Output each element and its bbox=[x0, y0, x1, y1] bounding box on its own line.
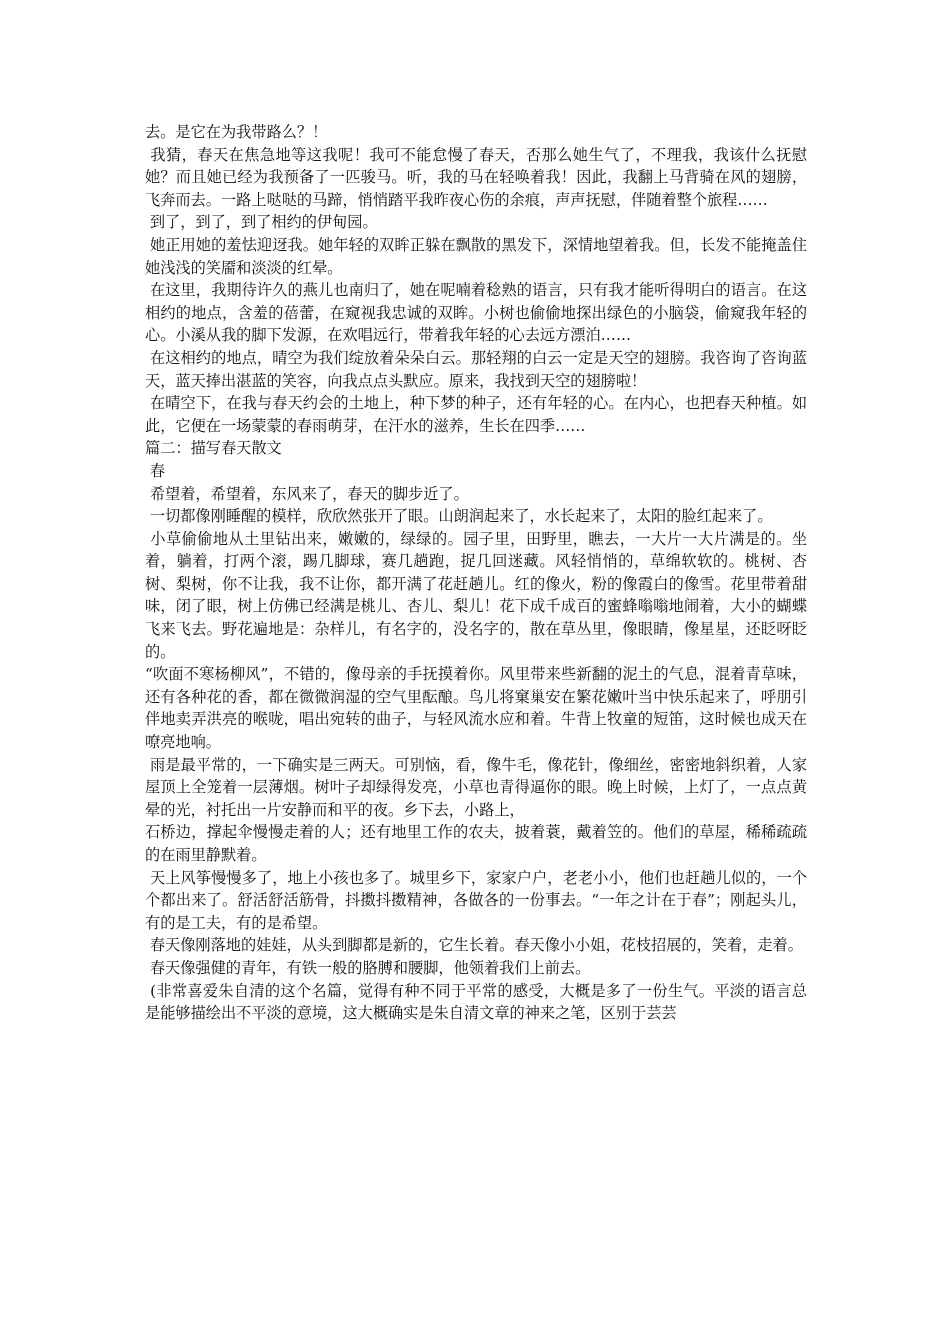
paragraph: 在这相约的地点，晴空为我们绽放着朵朵白云。那轻翔的白云一定是天空的翅膀。我咨询了咨询蓝天，蓝天捧出湛蓝的笑容，向我点点头默应。原来，我找到天空的翅膀啦！ bbox=[145, 348, 808, 390]
paragraph: 春天像刚落地的娃娃，从头到脚都是新的，它生长着。春天像小小姐，花枝招展的，笑着，走着。 bbox=[145, 936, 803, 955]
essay-title: 春 bbox=[145, 461, 166, 480]
paragraph: 到了，到了，到了相约的伊甸园。 bbox=[145, 213, 378, 232]
section-heading: 篇二：描写春天散文 bbox=[145, 439, 282, 458]
paragraph: 希望着，希望着，东风来了，春天的脚步近了。 bbox=[145, 484, 469, 503]
paragraph: 小草偷偷地从土里钻出来，嫩嫩的，绿绿的。园子里，田野里，瞧去，一大片一大片满是的。坐着，躺着，打两个滚，踢几脚球，赛几趟跑，捉几回迷藏。风轻悄悄的，草绵软软的。桃树、杏树、梨树，你不让我，我不让你，都开满了花赶趟儿。红的像火，粉的像霞白的像雪。花里带着甜味，闭了眼，树上仿佛已经满是桃儿、杏儿、梨儿！花下成千成百的蜜蜂嗡嗡地闹着，大小的蝴蝶飞来飞去。野花遍地是：杂样儿，有名字的，没名字的，散在草丛里，像眼睛，像星星，还眨呀眨的。 bbox=[145, 529, 808, 661]
paragraph: 石桥边，撑起伞慢慢走着的人；还有地里工作的农夫，披着蓑，戴着笠的。他们的草屋，稀稀疏疏的在雨里静默着。 bbox=[145, 823, 807, 864]
paragraph: 去。是它在为我带路么？！ bbox=[145, 123, 328, 141]
paragraph: (非常喜爱朱自清的这个名篇，觉得有种不同于平常的感受，大概是多了一份生气。平淡的语言总是能够描绘出不平淡的意境，这大概确实是朱自清文章的神来之笔，区别于芸芸 bbox=[145, 981, 807, 1023]
paragraph: 春天像强健的青年，有铁一般的胳膊和腰脚，他领着我们上前去。 bbox=[145, 958, 591, 977]
paragraph: 她正用她的羞怯迎迓我。她年轻的双眸正躲在飘散的黑发下，深情地望着我。但，长发不能掩盖住她浅浅的笑靥和淡淡的红晕。 bbox=[145, 235, 808, 277]
paragraph: 雨是最平常的，一下确实是三两天。可别恼，看，像牛毛，像花针，像细丝，密密地斜织着，人家屋顶上全笼着一层薄烟。树叶子却绿得发亮，小草也青得逼你的眼。晚上时候，上灯了，一点点黄晕的光，衬托出一片安静而和平的夜。乡下去，小路上， bbox=[145, 755, 808, 819]
paragraph: “吹面不寒杨柳风”，不错的，像母亲的手抚摸着你。风里带来些新翻的泥土的气息，混着青草味，还有各种花的香，都在微微润湿的空气里酝酿。鸟儿将窠巢安在繁花嫩叶当中快乐起来了，呼朋引伴地卖弄洪亮的喉咙，唱出宛转的曲子，与轻风流水应和着。牛背上牧童的短笛，这时候也成天在嘹亮地响。 bbox=[145, 665, 807, 752]
document-page bbox=[145, 121, 807, 1025]
paragraph: 天上风筝慢慢多了，地上小孩也多了。城里乡下，家家户户，老老小小，他们也赶趟儿似的，一个个都出来了。舒活舒活筋骨，抖擞抖擞精神，各做各的一份事去。“一年之计在于春”；刚起头儿，有的是工夫，有的是希望。 bbox=[145, 868, 808, 932]
paragraph: 一切都像刚睡醒的模样，欣欣然张开了眼。山朗润起来了，水长起来了，太阳的脸红起来了。 bbox=[145, 507, 773, 526]
paragraph: 在晴空下，在我与春天约会的土地上，种下梦的种子，还有年轻的心。在内心，也把春天种植。如此，它便在一场蒙蒙的春雨萌芽，在汗水的滋养，生长在四季…… bbox=[145, 394, 808, 435]
paragraph: 在这里，我期待许久的燕儿也南归了，她在呢喃着稔熟的语言，只有我才能听得明白的语言。在这相约的地点，含羞的蓓蕾，在窥视我忠诚的双眸。小树也偷偷地探出绿色的小脑袋，偷窥我年轻的心。小溪从我的脚下发源，在欢唱远行，带着我年轻的心去远方漂泊…… bbox=[145, 281, 808, 345]
paragraph: 我猜，春天在焦急地等这我呢！我可不能怠慢了春天，否那么她生气了，不理我，我该什么抚慰她？而且她已经为我预备了一匹骏马。听，我的马在轻唤着我！因此，我翻上马背骑在风的翅膀，飞奔而去。一路上哒哒的马蹄，悄悄踏平我昨夜心伤的余痕，声声抚慰，伴随着整个旅程…… bbox=[145, 145, 808, 209]
